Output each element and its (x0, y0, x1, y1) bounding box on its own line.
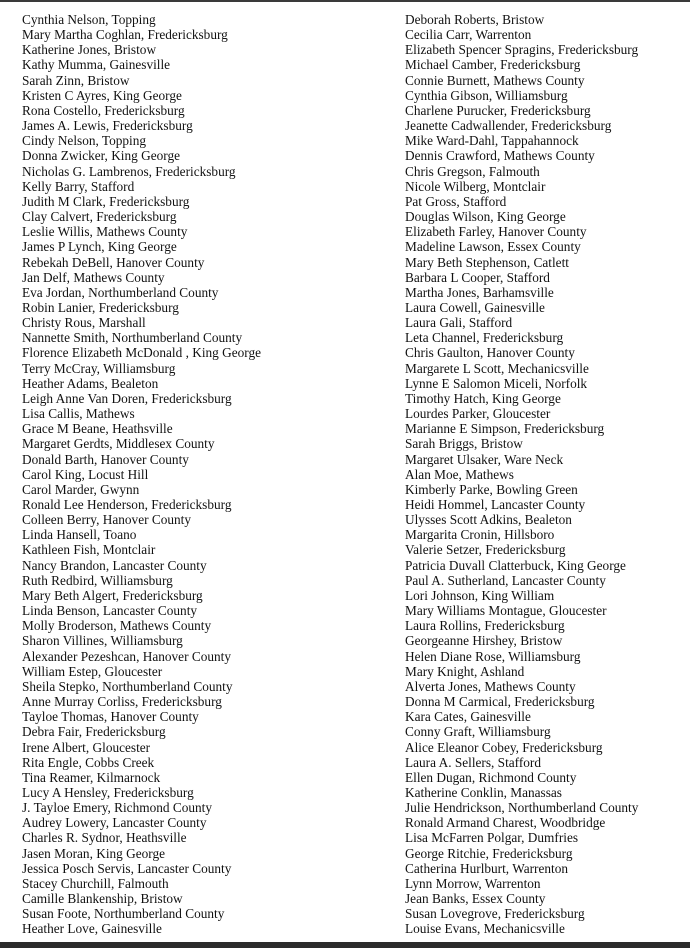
list-item: Douglas Wilson, King George (405, 209, 566, 225)
list-item: Margarete L Scott, Mechanicsville (405, 360, 589, 376)
list-item: Lisa Callis, Mathews (22, 406, 135, 422)
list-item: Mike Ward-Dahl, Tappahannock (405, 133, 579, 149)
list-item: Elizabeth Farley, Hanover County (405, 224, 587, 240)
list-item: Heidi Hommel, Lancaster County (405, 497, 586, 512)
list-item: Stacey Churchill, Falmouth (22, 875, 169, 891)
list-item: Susan Lovegrove, Fredericksburg (405, 906, 585, 922)
list-item: Laura Rollins, Fredericksburg (405, 618, 565, 634)
list-item: James A. Lewis, Fredericksburg (22, 118, 193, 134)
list-item: Michael Camber, Fredericksburg (405, 57, 581, 73)
list-item: Leta Channel, Fredericksburg (405, 330, 564, 346)
list-item: Tayloe Thomas, Hanover County (22, 709, 199, 725)
list-item: Laura Cowell, Gainesville (405, 299, 545, 315)
list-item: Heather Adams, Bealeton (22, 375, 159, 391)
list-item: Lynn Morrow, Warrenton (405, 875, 541, 891)
list-item: Louise Evans, Mechanicsville (405, 921, 565, 937)
list-item: Ellen Dugan, Richmond County (405, 769, 577, 785)
list-item: Helen Diane Rose, Williamsburg (405, 648, 581, 664)
list-item: Charlene Purucker, Fredericksburg (405, 102, 591, 118)
right-name-column (405, 12, 690, 937)
list-item: Cecilia Carr, Warrenton (405, 27, 532, 43)
list-item: Alexander Pezeshcan, Hanover County (22, 648, 231, 664)
list-item: Chris Gregson, Falmouth (405, 163, 540, 179)
list-item: Lori Johnson, King William (405, 587, 555, 603)
list-item: James P Lynch, King George (22, 239, 177, 255)
list-item: Nicole Wilberg, Montclair (405, 178, 546, 194)
list-item: Margaret Gerdts, Middlesex County (22, 436, 215, 452)
list-item: Pat Gross, Stafford (405, 193, 507, 209)
list-item: Eva Jordan, Northumberland County (22, 284, 219, 300)
list-item: Jeanette Cadwallender, Fredericksburg (405, 118, 612, 134)
list-item: Madeline Lawson, Essex County (405, 239, 581, 255)
list-item: Leslie Willis, Mathews County (22, 224, 188, 240)
list-item: Florence Elizabeth McDonald , King George (22, 345, 262, 361)
list-item: Lisa McFarren Polgar, Dumfries (405, 830, 579, 846)
list-item: Jan Delf, Mathews County (22, 269, 165, 285)
list-item: Donna Zwicker, King George (22, 148, 180, 164)
list-item: Mary Knight, Ashland (405, 663, 525, 679)
list-item: Carol King, Locust Hill (22, 466, 149, 482)
list-item: Nicholas G. Lambrenos, Fredericksburg (22, 163, 236, 179)
list-item: Lynne E Salomon Miceli, Norfolk (405, 375, 588, 391)
list-item: Timothy Hatch, King George (405, 390, 561, 406)
list-item: Rebekah DeBell, Hanover County (22, 254, 205, 270)
list-item: Katherine Conklin, Manassas (405, 784, 562, 800)
list-item: Margaret Ulsaker, Ware Neck (405, 451, 564, 467)
list-item: Alan Moe, Mathews (405, 466, 514, 482)
list-item: Mary Beth Stephenson, Catlett (405, 254, 569, 270)
list-item: Cindy Nelson, Topping (22, 133, 147, 149)
list-item: Kathleen Fish, Montclair (22, 542, 156, 558)
list-item: Lourdes Parker, Gloucester (405, 406, 551, 422)
left-name-column (22, 12, 387, 937)
list-item: Kristen C Ayres, King George (22, 87, 182, 103)
list-item: Donna M Carmical, Fredericksburg (405, 694, 595, 710)
list-item: Sarah Briggs, Bristow (405, 436, 523, 452)
list-item: Alice Eleanor Cobey, Fredericksburg (405, 739, 603, 755)
list-item: Cynthia Gibson, Williamsburg (405, 87, 568, 103)
list-item: Judith M Clark, Fredericksburg (22, 193, 190, 209)
list-item: Cynthia Nelson, Topping (22, 12, 156, 27)
list-item: Marianne E Simpson, Fredericksburg (405, 421, 605, 437)
list-item: Molly Broderson, Mathews County (22, 618, 212, 634)
list-item: Clay Calvert, Fredericksburg (22, 209, 177, 225)
list-item: Dennis Crawford, Mathews County (405, 148, 595, 164)
list-item: Jasen Moran, King George (22, 845, 166, 861)
list-item: Kimberly Parke, Bowling Green (405, 481, 578, 497)
list-item: Linda Hansell, Toano (22, 527, 137, 543)
list-item: Charles R. Sydnor, Heathsville (22, 830, 187, 846)
list-item: Ruth Redbird, Williamsburg (22, 572, 173, 588)
list-item: Rona Costello, Fredericksburg (22, 102, 185, 118)
list-item: Tina Reamer, Kilmarnock (22, 769, 161, 785)
list-item: George Ritchie, Fredericksburg (405, 845, 573, 861)
list-item: Grace M Beane, Heathsville (22, 421, 173, 437)
list-item: Christy Rous, Marshall (22, 315, 146, 331)
list-item: Susan Foote, Northumberland County (22, 906, 225, 922)
list-item: Kara Cates, Gainesville (405, 709, 531, 725)
list-item: Margarita Cronin, Hillsboro (405, 527, 555, 543)
bottom-scroll-edge (0, 942, 690, 948)
list-item: Camille Blankenship, Bristow (22, 891, 183, 907)
list-item: Irene Albert, Gloucester (22, 739, 151, 755)
list-item: Terry McCray, Williamsburg (22, 360, 176, 376)
list-item: Jean Banks, Essex County (405, 891, 546, 907)
list-item: Elizabeth Spencer Spragins, Fredericksburg (405, 42, 639, 58)
list-item: Conny Graft, Williamsburg (405, 724, 551, 740)
list-item: William Estep, Gloucester (22, 663, 163, 679)
list-item: Alverta Jones, Mathews County (405, 678, 576, 694)
list-item: Jessica Posch Servis, Lancaster County (22, 860, 232, 876)
list-item: Georgeanne Hirshey, Bristow (405, 633, 563, 649)
list-item: Debra Fair, Fredericksburg (22, 724, 166, 740)
list-item: Carol Marder, Gwynn (22, 481, 140, 497)
list-item: Sheila Stepko, Northumberland County (22, 678, 233, 694)
list-item: Julie Hendrickson, Northumberland County (405, 800, 639, 816)
list-item: Sharon Villines, Williamsburg (22, 633, 183, 649)
list-item: Connie Burnett, Mathews County (405, 72, 585, 88)
list-item: Laura Gali, Stafford (405, 315, 513, 331)
list-item: Katherine Jones, Bristow (22, 42, 157, 58)
list-item: Ronald Lee Henderson, Fredericksburg (22, 497, 232, 512)
list-item: Linda Benson, Lancaster County (22, 603, 198, 619)
list-item: Barbara L Cooper, Stafford (405, 269, 550, 285)
list-item: Robin Lanier, Fredericksburg (22, 299, 179, 315)
list-item: Colleen Berry, Hanover County (22, 512, 192, 528)
list-item: Martha Jones, Barhamsville (405, 284, 554, 300)
list-item: Ronald Armand Charest, Woodbridge (405, 815, 606, 831)
top-border (0, 0, 690, 2)
list-item: Rita Engle, Cobbs Creek (22, 754, 155, 770)
list-item: Laura A. Sellers, Stafford (405, 754, 542, 770)
list-item: Donald Barth, Hanover County (22, 451, 189, 467)
list-item: Chris Gaulton, Hanover County (405, 345, 575, 361)
list-item: Mary Beth Algert, Fredericksburg (22, 587, 203, 603)
list-item: Deborah Roberts, Bristow (405, 12, 545, 27)
list-item: Nannette Smith, Northumberland County (22, 330, 243, 346)
list-item: Nancy Brandon, Lancaster County (22, 557, 207, 573)
list-item: Catherina Hurlburt, Warrenton (405, 860, 568, 876)
list-item: Paul A. Sutherland, Lancaster County (405, 572, 606, 588)
list-item: Mary Williams Montague, Gloucester (405, 603, 607, 619)
list-item: Anne Murray Corliss, Fredericksburg (22, 694, 222, 710)
list-item: Audrey Lowery, Lancaster County (22, 815, 207, 831)
list-item: Sarah Zinn, Bristow (22, 72, 130, 88)
list-item: Leigh Anne Van Doren, Fredericksburg (22, 390, 232, 406)
list-item: Lucy A Hensley, Fredericksburg (22, 784, 194, 800)
list-item: J. Tayloe Emery, Richmond County (22, 800, 213, 816)
list-item: Heather Love, Gainesville (22, 921, 162, 937)
list-item: Patricia Duvall Clatterbuck, King George (405, 557, 626, 573)
list-item: Ulysses Scott Adkins, Bealeton (405, 512, 572, 528)
list-item: Mary Martha Coghlan, Fredericksburg (22, 27, 228, 43)
list-item: Valerie Setzer, Fredericksburg (405, 542, 566, 558)
list-item: Kathy Mumma, Gainesville (22, 57, 171, 73)
list-item: Kelly Barry, Stafford (22, 178, 135, 194)
